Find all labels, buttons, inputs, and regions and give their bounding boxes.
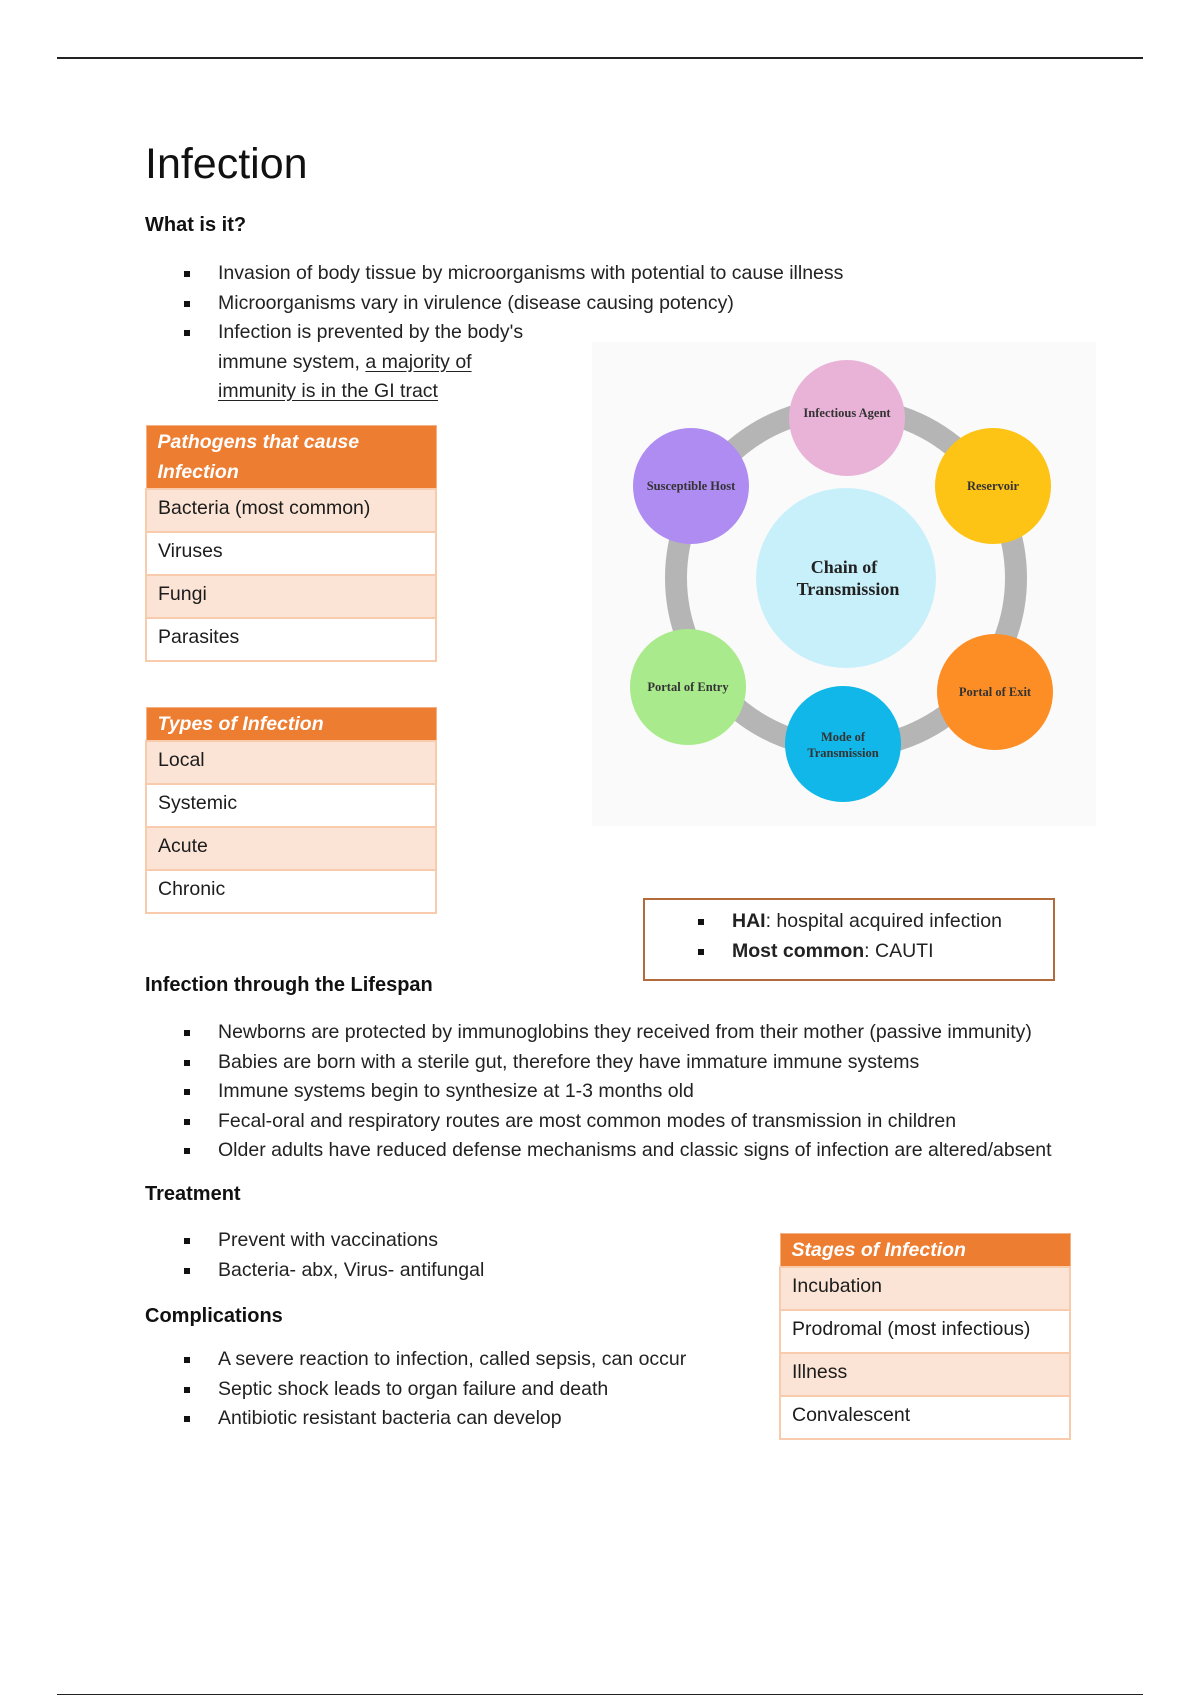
list-item: Antibiotic resistant bacteria can develop: [145, 1404, 686, 1434]
table-header: Stages of Infection: [780, 1234, 1070, 1268]
lifespan-bullet-list: [145, 1018, 1052, 1166]
list-item: Immune systems begin to synthesize at 1-3 months old: [145, 1077, 1052, 1107]
table-cell: Bacteria (most common): [146, 489, 436, 532]
table-cell: Viruses: [146, 532, 436, 575]
list-item: Newborns are protected by immunoglobins they received from their mother (passive immunity): [145, 1018, 1052, 1048]
list-item: Microorganisms vary in virulence (disease causing potency): [145, 289, 843, 319]
top-rule: [57, 57, 1143, 59]
table-cell: Parasites: [146, 618, 436, 661]
node-mode-of-transmission: [785, 686, 901, 802]
list-item-text: : CAUTI: [864, 939, 934, 962]
list-item: [645, 937, 1002, 967]
table-cell: Systemic: [146, 784, 436, 827]
types-table: [145, 707, 437, 914]
center-label-line1: Chain of: [810, 557, 878, 577]
section-heading-treatment: Treatment: [145, 1183, 241, 1205]
table-cell: Incubation: [780, 1267, 1070, 1310]
bottom-rule: [57, 1694, 1143, 1695]
list-item: Invasion of body tissue by microorganisms with potential to cause illness: [145, 259, 843, 289]
pathogens-table: [145, 425, 437, 662]
table-header: Types of Infection: [146, 708, 436, 742]
stages-table: [779, 1233, 1071, 1440]
chain-of-transmission-diagram: [592, 342, 1096, 826]
complications-bullet-list: [145, 1345, 686, 1434]
underlined-text: immunity is in the GI tract: [218, 380, 438, 402]
table-cell: Acute: [146, 827, 436, 870]
underlined-text: a majority of: [365, 350, 472, 373]
node-label-susceptible-host: Susceptible Host: [646, 479, 736, 493]
list-item: Bacteria- abx, Virus- antifungal: [145, 1256, 484, 1286]
list-item-text: Infection is prevented by the body's: [218, 321, 524, 343]
list-item: A severe reaction to infection, called sepsis, can occur: [145, 1345, 686, 1375]
list-item: Fecal-oral and respiratory routes are most common modes of transmission in children: [145, 1107, 1052, 1137]
table-header: [146, 426, 436, 490]
table-cell: Chronic: [146, 870, 436, 913]
node-label-reservoir: Reservoir: [966, 479, 1020, 493]
hai-callout-box: [643, 898, 1055, 981]
node-label-infectious-agent: Infectious Agent: [803, 406, 891, 420]
page-title: Infection: [145, 140, 308, 188]
node-label-mode-line2: Transmission: [807, 746, 879, 760]
list-item: Babies are born with a sterile gut, therefore they have immature immune systems: [145, 1048, 1052, 1078]
hai-bullet-list: [645, 907, 1002, 966]
list-item-text: : hospital acquired infection: [765, 910, 1002, 932]
table-cell: Local: [146, 741, 436, 784]
treatment-bullet-list: [145, 1226, 484, 1285]
table-cell: Illness: [780, 1353, 1070, 1396]
section-heading-lifespan: Infection through the Lifespan: [145, 974, 433, 996]
list-item: [645, 907, 1002, 937]
list-item: Septic shock leads to organ failure and death: [145, 1375, 686, 1405]
table-cell: Convalescent: [780, 1396, 1070, 1439]
bold-term: Most common: [732, 939, 865, 962]
table-header-line: Pathogens that cause: [157, 431, 360, 453]
table-cell: Fungi: [146, 575, 436, 618]
node-label-mode-line1: Mode of: [820, 730, 866, 744]
node-label-portal-of-entry: Portal of Entry: [647, 680, 729, 694]
list-item: Older adults have reduced defense mechanisms and classic signs of infection are altered/absent: [145, 1136, 1052, 1166]
node-label-portal-of-exit: Portal of Exit: [958, 685, 1032, 699]
table-cell: Prodromal (most infectious): [780, 1310, 1070, 1353]
section-heading-what: What is it?: [145, 214, 247, 236]
center-circle: [756, 488, 936, 668]
list-item: Prevent with vaccinations: [145, 1226, 484, 1256]
table-header-line: Infection: [157, 461, 239, 483]
chain-diagram-svg: [592, 342, 1096, 826]
list-item-text: immune system,: [218, 350, 366, 373]
section-heading-complications: Complications: [145, 1305, 283, 1327]
bold-term: HAI: [732, 910, 766, 932]
center-label-line2: Transmission: [796, 579, 900, 599]
